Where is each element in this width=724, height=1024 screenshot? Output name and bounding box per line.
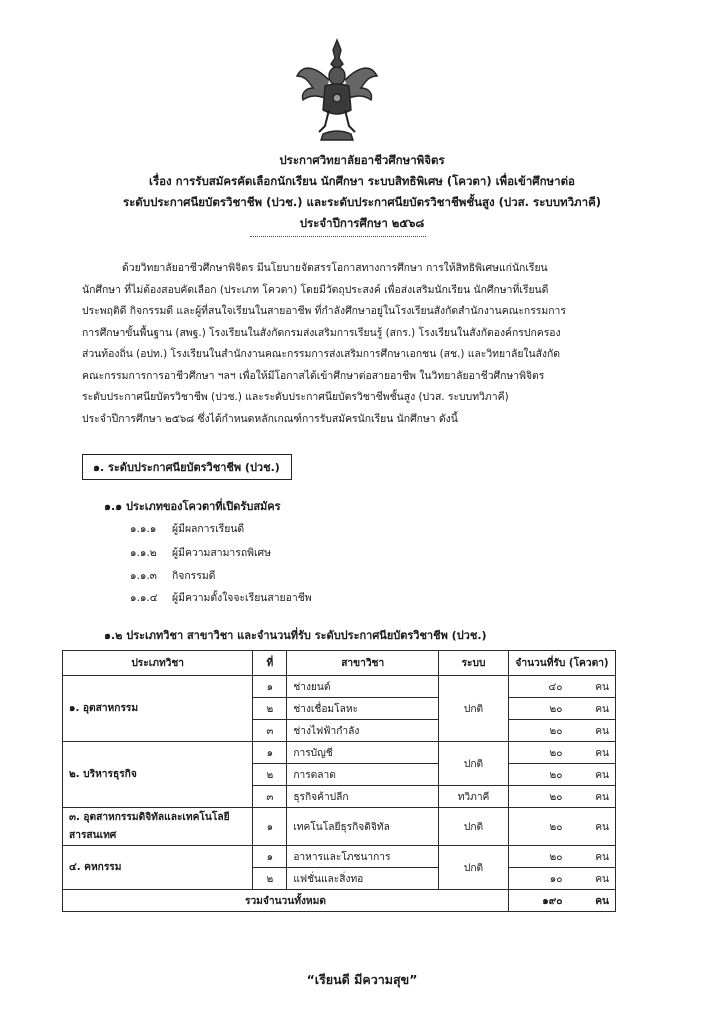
- row-unit: คน: [568, 742, 615, 764]
- group-industry: ๑. อุตสาหกรรม: [63, 676, 253, 742]
- row-unit: คน: [568, 868, 615, 890]
- row-branch: การตลาด: [287, 764, 439, 786]
- intro-line: ระดับประกาศนียบัตรวิชาชีพ (ปวช.) และระดับประกาศนียบัตรวิชาชีพชั้นสูง (ปวส. ระบบทวิภาคี): [82, 391, 509, 403]
- intro-line: คณะกรรมการการอาชีวศึกษา ฯลฯ เพื่อให้มีโอกาสได้เข้าศึกษาต่อสายอาชีพ ในวิทยาลัยอาชีวศึกษาพิจิตร: [82, 369, 545, 382]
- quota-type-item: [130, 588, 312, 608]
- announcement-title: ประกาศวิทยาลัยอาชีวศึกษาพิจิตร: [279, 153, 445, 167]
- intro-line: ประจำปีการศึกษา ๒๕๖๘ ซึ่งได้กำหนดหลักเกณฑ์การรับสมัครนักเรียน นักศึกษา ดังนี้: [82, 412, 458, 425]
- group-business: ๒. บริหารธุรกิจ: [63, 742, 253, 808]
- quota-type-item: [130, 566, 215, 586]
- quota-type-label: กิจกรรมดี: [172, 570, 216, 582]
- row-no: ๓: [253, 720, 287, 742]
- intro-paragraph: [82, 258, 650, 430]
- quota-type-number: ๑.๑.๒: [130, 547, 157, 559]
- quota-type-item: [130, 543, 271, 563]
- row-no: ๑: [253, 846, 287, 868]
- row-amount: ๔๐: [508, 676, 568, 698]
- row-branch: การบัญชี: [287, 742, 439, 764]
- row-amount: ๒๐: [508, 786, 568, 808]
- quota-type-item: [130, 519, 244, 539]
- row-branch: ช่างไฟฟ้ากำลัง: [287, 720, 439, 742]
- row-unit: คน: [568, 808, 615, 846]
- quota-table-heading: ๑.๒ ประเภทวิชา สาขาวิชา และจำนวนที่รับ ระดับประกาศนียบัตรวิชาชีพ (ปวช.): [104, 629, 487, 642]
- intro-line: ด้วยวิทยาลัยอาชีวศึกษาพิจิตร มีนโยบายจัดสรรโอกาสทางการศึกษา การให้สิทธิพิเศษแก่นักเรียน: [122, 262, 548, 274]
- row-mode: ทวิภาคี: [439, 786, 509, 808]
- header-branch: สาขาวิชา: [287, 651, 439, 676]
- row-no: ๑: [253, 742, 287, 764]
- header-type: ประเภทวิชา: [63, 651, 253, 676]
- row-no: ๒: [253, 764, 287, 786]
- row-no: ๓: [253, 786, 287, 808]
- announcement-year: ประจำปีการศึกษา ๒๕๖๘: [299, 216, 425, 230]
- quota-type-number: ๑.๑.๑: [130, 523, 157, 535]
- table-row: [63, 846, 616, 868]
- header-mode: ระบบ: [439, 651, 509, 676]
- row-mode: ปกติ: [439, 676, 509, 742]
- total-label: รวมจำนวนทั้งหมด: [63, 890, 509, 912]
- row-mode: ปกติ: [439, 808, 509, 846]
- row-amount: ๒๐: [508, 808, 568, 846]
- group-home: ๔. คหกรรม: [63, 846, 253, 890]
- row-unit: คน: [568, 846, 615, 868]
- quota-type-label: ผู้มีผลการเรียนดี: [172, 523, 245, 535]
- quota-type-number: ๑.๑.๔: [130, 592, 158, 604]
- table-header-row: [63, 651, 616, 676]
- row-mode: ปกติ: [439, 846, 509, 890]
- college-motto: “เรียนดี มีความสุข”: [306, 972, 418, 987]
- row-no: ๑: [253, 808, 287, 846]
- quota-table: [62, 650, 616, 912]
- garuda-emblem-icon: [295, 36, 379, 144]
- intro-line: นักศึกษา ที่ไม่ต้องสอบคัดเลือก (ประเภท โควตา) โดยมีวัตถุประสงค์ เพื่อส่งเสริมนักเรียน นักศึกษาที่เรียนดี: [82, 283, 549, 296]
- row-branch: ช่างยนต์: [287, 676, 439, 698]
- table-row: [63, 808, 616, 846]
- row-unit: คน: [568, 786, 615, 808]
- quota-type-number: ๑.๑.๓: [130, 570, 157, 582]
- row-mode: ปกติ: [439, 742, 509, 786]
- row-amount: ๒๐: [508, 698, 568, 720]
- row-amount: ๑๐: [508, 868, 568, 890]
- table-row: [63, 742, 616, 764]
- intro-line: การศึกษาขั้นพื้นฐาน (สพฐ.) โรงเรียนในสังกัดกรมส่งเสริมการเรียนรู้ (สกร.) โรงเรียนในสังกัดองค์กรปกครอง: [82, 326, 561, 339]
- header-no: ที่: [253, 651, 287, 676]
- row-no: ๑: [253, 676, 287, 698]
- row-unit: คน: [568, 698, 615, 720]
- row-amount: ๒๐: [508, 742, 568, 764]
- row-amount: ๒๐: [508, 846, 568, 868]
- row-amount: ๒๐: [508, 764, 568, 786]
- row-no: ๒: [253, 868, 287, 890]
- row-no: ๒: [253, 698, 287, 720]
- row-branch: อาหารและโภชนาการ: [287, 846, 439, 868]
- row-branch: ธุรกิจค้าปลีก: [287, 786, 439, 808]
- section-1-heading: ๑. ระดับประกาศนียบัตรวิชาชีพ (ปวช.): [82, 454, 292, 480]
- row-unit: คน: [568, 676, 615, 698]
- row-unit: คน: [568, 764, 615, 786]
- table-row: [63, 676, 616, 698]
- announcement-subject: เรื่อง การรับสมัครคัดเลือกนักเรียน นักศึกษา ระบบสิทธิพิเศษ (โควตา) เพื่อเข้าศึกษาต่อ: [149, 174, 575, 188]
- announcement-level: ระดับประกาศนียบัตรวิชาชีพ (ปวช.) และระดับประกาศนียบัตรวิชาชีพชั้นสูง (ปวส. ระบบทวิภาคี): [122, 195, 602, 209]
- intro-line: ส่วนท้องถิ่น (อปท.) โรงเรียนในสำนักงานคณะกรรมการส่งเสริมการศึกษาเอกชน (สช.) และวิทยาลัยในสังกัด: [82, 348, 561, 360]
- row-branch: แฟชั่นและสิ่งทอ: [287, 868, 439, 890]
- table-total-row: [63, 890, 616, 912]
- total-unit: คน: [568, 890, 615, 912]
- group-digital: ๓. อุตสาหกรรมดิจิทัลและเทคโนโลยีสารสนเทศ: [63, 808, 253, 846]
- row-branch: เทคโนโลยีธุรกิจดิจิทัล: [287, 808, 439, 846]
- quota-type-label: ผู้มีความตั้งใจจะเรียนสายอาชีพ: [172, 592, 312, 604]
- total-amount: ๑๙๐: [508, 890, 568, 912]
- header-amount: จำนวนที่รับ (โควตา): [508, 651, 615, 676]
- row-unit: คน: [568, 720, 615, 742]
- quota-type-label: ผู้มีความสามารถพิเศษ: [172, 547, 271, 559]
- dotted-divider: [250, 236, 426, 237]
- intro-line: ประพฤติดี กิจกรรมดี และผู้ที่สนใจเรียนในสายอาชีพ ที่กำลังศึกษาอยู่ในโรงเรียนสังกัดสำนักงานคณะกรรมการ: [82, 305, 566, 317]
- quota-types-heading: ๑.๑ ประเภทของโควตาที่เปิดรับสมัคร: [104, 500, 281, 513]
- row-amount: ๒๐: [508, 720, 568, 742]
- row-branch: ช่างเชื่อมโลหะ: [287, 698, 439, 720]
